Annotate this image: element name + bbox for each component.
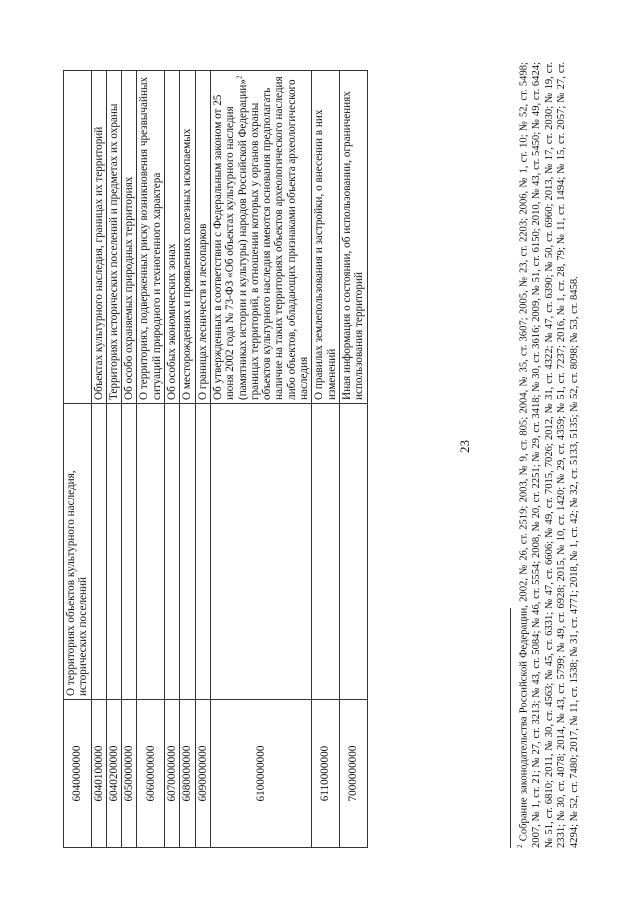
row-text: Иная информация о состоянии, об использовании, ограничениях использования территорий	[339, 71, 367, 404]
row-code: 6110000000	[312, 700, 340, 848]
row-text: О месторождениях и проявлениях полезных ископаемых	[180, 71, 195, 404]
row-code: 6050000000	[122, 700, 137, 848]
footnote-reference: 2	[234, 75, 243, 80]
table-row	[122, 71, 137, 848]
row-empty-cell	[165, 404, 180, 700]
row-text: Территориях исторических поселений и предметах их охраны	[106, 71, 121, 404]
row-text: Объектах культурного наследия, границах их территорий	[91, 71, 106, 404]
table-row	[312, 71, 340, 848]
row-text: Об особых экономических зонах	[165, 71, 180, 404]
row-text: О территориях, подверженных риску возникновения чрезвычайных ситуаций природного и техногенного характера	[137, 71, 165, 404]
row-code: 6090000000	[195, 700, 210, 848]
row-empty-cell	[64, 71, 92, 404]
row-code: 6060000000	[137, 700, 165, 848]
row-text: О территориях объектов культурного наследия, исторических поселений	[64, 404, 92, 700]
row-code: 6100000000	[210, 700, 311, 848]
row-text: Об особо охраняемых природных территориях	[122, 71, 137, 404]
row-empty-cell	[91, 404, 106, 700]
table-row	[165, 71, 180, 848]
row-empty-cell	[210, 404, 311, 700]
table-row	[137, 71, 165, 848]
row-empty-cell	[195, 404, 210, 700]
footnote-separator	[510, 608, 511, 848]
row-code: 6040000000	[64, 700, 92, 848]
table-row	[339, 71, 367, 848]
row-code: 7000000000	[339, 700, 367, 848]
row-code: 6040200000	[106, 700, 121, 848]
row-text: О границах лесничеств и лесопарков	[195, 71, 210, 404]
table-row	[210, 71, 311, 848]
row-empty-cell	[137, 404, 165, 700]
table-row	[91, 71, 106, 848]
row-text-with-footnote	[210, 71, 311, 404]
table-row	[106, 71, 121, 848]
footnote	[514, 62, 582, 848]
row-empty-cell	[122, 404, 137, 700]
footnote-text: Собрание законодательства Российской Федерации, 2002, № 26, ст. 2519; 2003, № 9, ст. 805; 2004, № 35, ст. 3607; 2005, № 23, ст. 2203; 2006, № 1, ст. 10; № 52, ст. 5498; 2007, № 1, ст. 21; № 27, ст. 3213; № 43, ст. 5084; № 46, ст. 5554; 2008, № 20, ст. 2251; № 29, ст. 3418; № 30, ст. 3616; 2009, № 51, ст. 6150; 2010, № 43, ст. 5450; № 49, ст. 6424; № 51, ст. 6810; 2011, № 30, ст. 4563; № 45, ст. 6331; № 47, ст. 6606; № 49, ст. 7015, 7026; 2012, № 31, ст. 4322; № 47, ст. 6390; № 50, ст. 6960; 2013, № 17, ст. 2030; № 19, ст. 2331; № 30, ст. 4078; 2014, № 43, ст. 5799; № 49, ст. 6928; 2015, № 10, ст. 1420; № 29, ст. 4359; № 51, ст. 7237; 2016, № 1, ст. 28, 79; № 11, ст. 1494; № 15, ст. 2057; № 27, ст. 4294; № 52, ст. 7480; 2017, № 11, ст. 1538; № 31, ст. 4771; 2018, № 1, ст. 42; № 32, ст. 5133, 5135; № 52, ст. 8098; № 53, ст. 8458.	[518, 62, 580, 848]
row-empty-cell	[106, 404, 121, 700]
row-code: 6040100000	[91, 700, 106, 848]
page-number: 23	[457, 440, 472, 453]
row-code: 6080000000	[180, 700, 195, 848]
row-text-continuation: границах территорий, в отношении которых у органов охраны объектов культурного наследия имеются основания предполагать наличие на таких территориях объектов археологического наследия либо объектов, обладающих признаками объекта археологического наследия	[248, 76, 311, 400]
table-row	[64, 71, 92, 848]
row-code: 6070000000	[165, 700, 180, 848]
row-empty-cell	[180, 404, 195, 700]
row-empty-cell	[312, 404, 340, 700]
row-text: О правилах землепользования и застройки, о внесении в них изменений	[312, 71, 340, 404]
table-row	[195, 71, 210, 848]
table-row	[180, 71, 195, 848]
footnote-marker: 2	[516, 844, 524, 848]
row-empty-cell	[339, 404, 367, 700]
row-text: Об утвержденных в соответствии с Федеральным законом от 25 июня 2002 года № 73-ФЗ «Об объектах культурного наследия (памятниках истории и культуры) народов Российской Федерации»	[211, 79, 249, 400]
classifier-table	[63, 70, 368, 848]
